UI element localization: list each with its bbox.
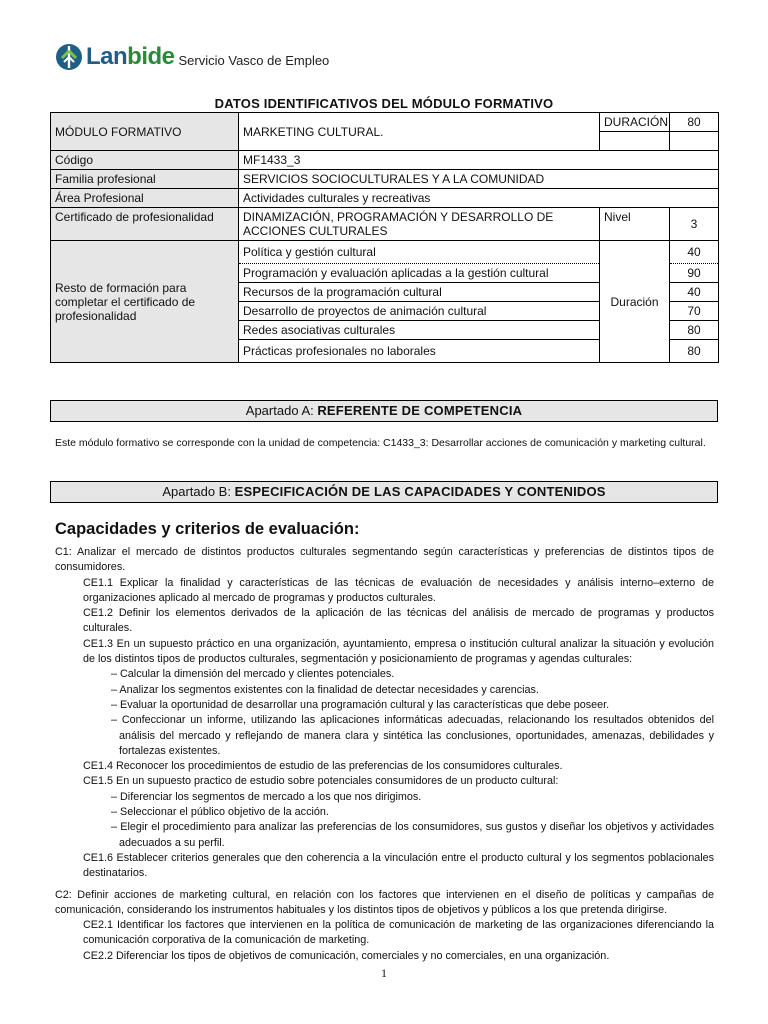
empty-cell [600,132,670,151]
area-value: Actividades culturales y recreativas [239,189,719,208]
criterio-ce1-2: CE1.2 Definir los elementos derivados de la aplicación de las técnicas del análisis de mercado de programas y productos culturales. [83,607,714,635]
criterio-ce2-2: CE2.2 Diferenciar los tipos de objetivos de comunicación, comerciales y no comerciales, en una organización. [83,949,610,962]
section-b-title: ESPECIFICACIÓN DE LAS CAPACIDADES Y CONTENIDOS [234,484,606,499]
list-item: – Diferenciar los segmentos de mercado a los que nos dirigimos. [111,790,422,803]
list-item: – Seleccionar el público objetivo de la acción. [111,806,329,819]
page-title: DATOS IDENTIFICATIVOS DEL MÓDULO FORMATIVO [214,96,554,111]
section-a-title: REFERENTE DE COMPETENCIA [317,403,523,418]
criterio-ce2-1: CE2.1 Identificar los factores que intervienen en la política de comunicación de marketing de las organizaciones diferenciando la comunicación corporativa de la comunicación de marketing. [83,919,714,947]
logo-tagline: Servicio Vasco de Empleo [178,52,330,68]
list-item: – Elegir el procedimiento para analizar las preferencias de los consumidores, sus gustos y diseñar los objetivos y actividades adecuados a su perfil. [111,821,714,849]
resto-label: Resto de formación para completar el certificado de profesionalidad [51,241,239,363]
module-hours: 80 [670,321,719,340]
table-row [51,189,719,208]
section-a-header [50,400,718,422]
criterio-ce1-6: CE1.6 Establecer criterios generales que den coherencia a la vinculación entre el producto cultural y los segmentos poblacionales destinatarios. [83,851,714,880]
list-item: – Calcular la dimensión del mercado y clientes potenciales. [111,668,395,681]
logo-brand-bide: bide [127,43,175,70]
area-label: Área Profesional [51,189,239,208]
table-row [51,241,719,264]
codigo-value: MF1433_3 [239,151,719,170]
capacidades-body [55,545,714,964]
section-b-prefix: Apartado B: [162,484,235,499]
capacidades-title: Capacidades y criterios de evaluación: [55,520,360,538]
capacidad-c2: C2: Definir acciones de marketing cultural, en relación con los factores que intervienen en el diseño de políticas y campañas de comunicación, considerando los instrumentos habituales y los distintos tipos de objetivos y públicos a los que pretenda dirigirse. [55,888,714,916]
criterio-ce1-3: CE1.3 En un supuesto práctico en una organización, ayuntamiento, empresa o institución cultural analizar la situación y evolución de los distintos tipos de productos culturales, segmentación y posicionamiento de programas y agendas culturales: [83,637,714,666]
table-row [51,151,719,170]
capacidad-c1: C1: Analizar el mercado de distintos productos culturales segmentando según características y preferencias de distintos tipos de consumidores. [55,546,714,574]
familia-label: Familia profesional [51,170,239,189]
certificado-label: Certificado de profesionalidad [51,208,239,241]
logo-brand [86,43,175,71]
section-a-prefix: Apartado A: [245,403,318,418]
module-hours: 70 [670,302,719,321]
logo-brand-lan: Lan [86,43,128,70]
module-table [50,112,719,363]
section-a-text: Este módulo formativo se corresponde con la unidad de competencia: C1433_3: Desarrollar acciones de comunicación y marketing cultural. [55,437,706,449]
page-number: 1 [381,966,387,980]
table-row [51,170,719,189]
familia-value: SERVICIOS SOCIOCULTURALES Y A LA COMUNIDAD [239,170,719,189]
criterio-ce1-1: CE1.1 Explicar la finalidad y características de las técnicas de evaluación de necesidades y análisis interno–externo de organizaciones aplicado al mercado de programas y productos culturales. [83,576,714,604]
duracion-short: Duración [600,241,670,363]
module-hours: 40 [670,283,719,302]
module-name: Recursos de la programación cultural [239,283,600,302]
module-name: Prácticas profesionales no laborales [239,340,600,363]
module-name: Desarrollo de proyectos de animación cultural [239,302,600,321]
nivel-value: 3 [670,208,719,241]
section-b-header [50,481,718,503]
table-row [51,208,719,241]
codigo-label: Código [51,151,239,170]
list-item: – Analizar los segmentos existentes con la finalidad de detectar necesidades y carencias. [111,683,539,696]
module-name: Programación y evaluación aplicadas a la gestión cultural [239,264,600,283]
duracion-label: DURACIÓN [600,113,670,132]
list-item: – Confeccionar un informe, utilizando las aplicaciones informáticas adecuadas, relacionando los resultados obtenidos del análisis del mercado y reflejando de manera clara y sintética las conclusiones, oportunidades, amenazas, debilidades y fortalezas existentes. [111,714,714,757]
nivel-label: Nivel [600,208,670,241]
duracion-value: 80 [670,113,719,132]
table-row [51,113,719,132]
module-hours: 80 [670,340,719,363]
module-hours: 40 [670,241,719,264]
criterio-ce1-5: CE1.5 En un supuesto practico de estudio sobre potenciales consumidores de un producto cultural: [83,775,559,788]
module-hours: 90 [670,264,719,283]
empty-cell [670,132,719,151]
lanbide-logo-icon [55,43,83,71]
modulo-label: MÓDULO FORMATIVO [51,113,239,151]
criterio-ce1-4: CE1.4 Reconocer los procedimientos de estudio de las preferencias de los consumidores culturales. [83,760,563,773]
modulo-value: MARKETING CULTURAL. [239,113,600,151]
module-name: Política y gestión cultural [239,241,600,264]
list-item: – Evaluar la oportunidad de desarrollar una programación cultural y las características que debe poseer. [111,698,610,711]
certificado-value: DINAMIZACIÓN, PROGRAMACIÓN Y DESARROLLO DE ACCIONES CULTURALES [239,208,600,241]
module-name: Redes asociativas culturales [239,321,600,340]
lanbide-logo [55,42,329,72]
